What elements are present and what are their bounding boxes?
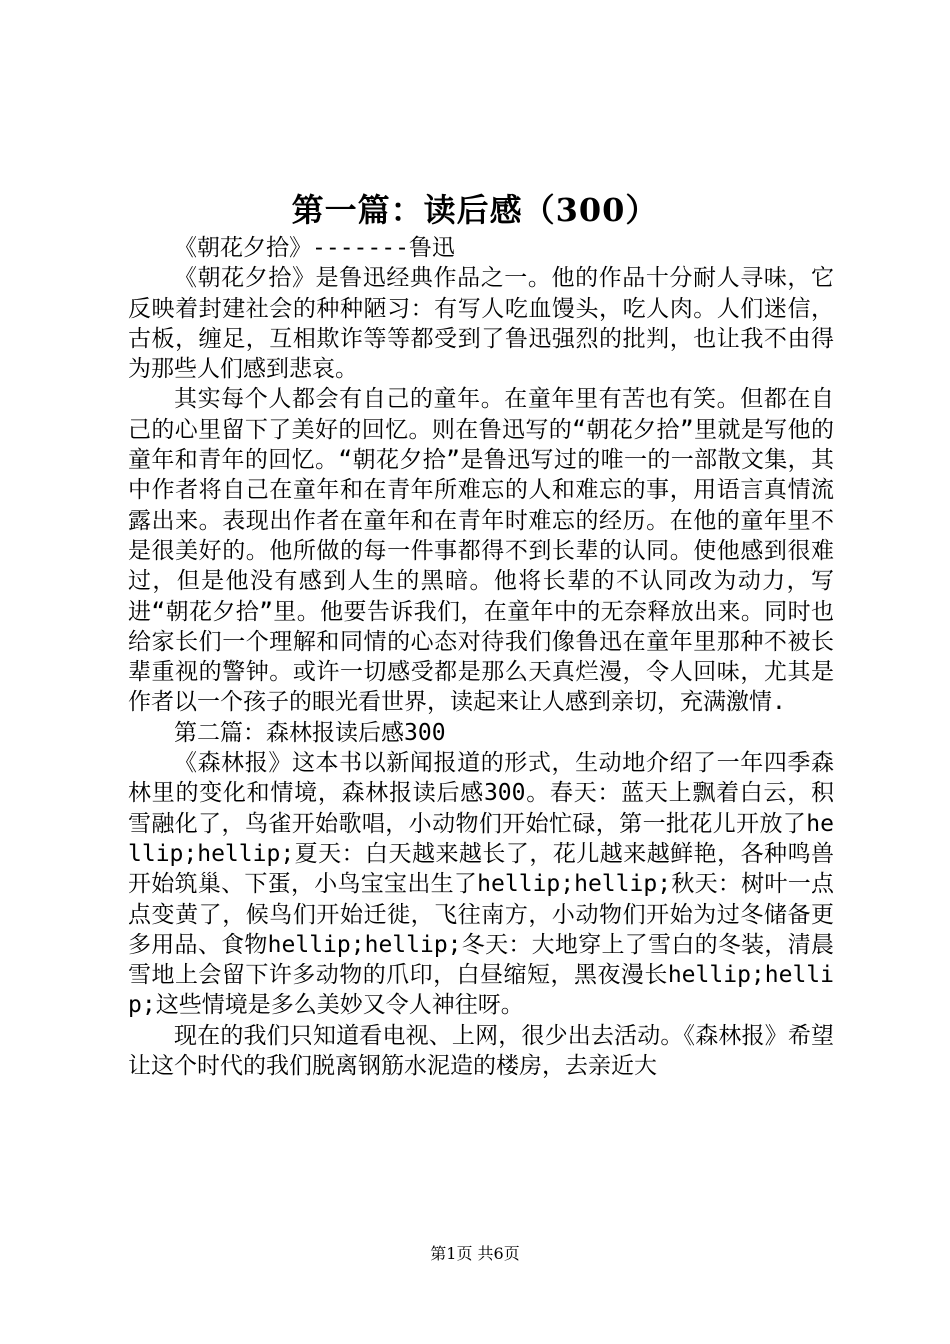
paragraph: 《朝花夕拾》是鲁迅经典作品之一。他的作品十分耐人寻味，它反映着封建社会的种种陋习：有写人吃血馒头，吃人肉。人们迷信，古板，缠足，互相欺诈等等都受到了鲁迅强烈的批判，也让我不由得为那些人们感到悲哀。 (128, 265, 834, 383)
document-body (128, 233, 834, 1081)
document-title: 第一篇：读后感（300） (291, 191, 659, 229)
paragraph: 其实每个人都会有自己的童年。在童年里有苦也有笑。但都在自己的心里留下了美好的回忆。则在鲁迅写的“朝花夕拾”里就是写他的童年和青年的回忆。“朝花夕拾”是鲁迅写过的唯一的一部散文集，其中作者将自己在童年和在青年所难忘的人和难忘的事，用语言真情流露出来。表现出作者在童年和在青年时难忘的经历。在他的童年里不是很美好的。他所做的每一件事都得不到长辈的认同。使他感到很难过，但是他没有感到人生的黑暗。他将长辈的不认同改为动力，写进“朝花夕拾”里。他要告诉我们，在童年中的无奈释放出来。同时也给家长们一个理解和同情的心态对待我们像鲁迅在童年里那种不被长辈重视的警钟。或许一切感受都是那么天真烂漫，令人回味，尤其是作者以一个孩子的眼光看世界，读起来让人感到亲切，充满激情. (128, 386, 834, 716)
page-footer: 第1页 共6页 (430, 1244, 520, 1263)
paragraph: 《森林报》这本书以新闻报道的形式，生动地介绍了一年四季森林里的变化和情境，森林报读后感300。春天：蓝天上飘着白云，积雪融化了，鸟雀开始歌唱，小动物们开始忙碌，第一批花儿开放了hellip;hellip;夏天：白天越来越长了，花儿越来越鲜艳，各种鸣兽开始筑巢、下蛋，小鸟宝宝出生了hellip;hellip;秋天：树叶一点点变黄了，候鸟们开始迁徙，飞往南方，小动物们开始为过冬储备更多用品、食物hellip;hellip;冬天：大地穿上了雪白的冬装，清晨雪地上会留下许多动物的爪印，白昼缩短，黑夜漫长hellip;hellip;这些情境是多么美妙又令人神往呀。 (128, 750, 834, 1019)
paragraph: 现在的我们只知道看电视、上网，很少出去活动。《森林报》希望让这个时代的我们脱离钢筋水泥造的楼房，去亲近大 (128, 1022, 834, 1080)
book-heading-chaohuaxishi: 《朝花夕拾》-------鲁迅 (174, 235, 455, 261)
section-heading-second: 第二篇：森林报读后感300 (174, 719, 446, 746)
